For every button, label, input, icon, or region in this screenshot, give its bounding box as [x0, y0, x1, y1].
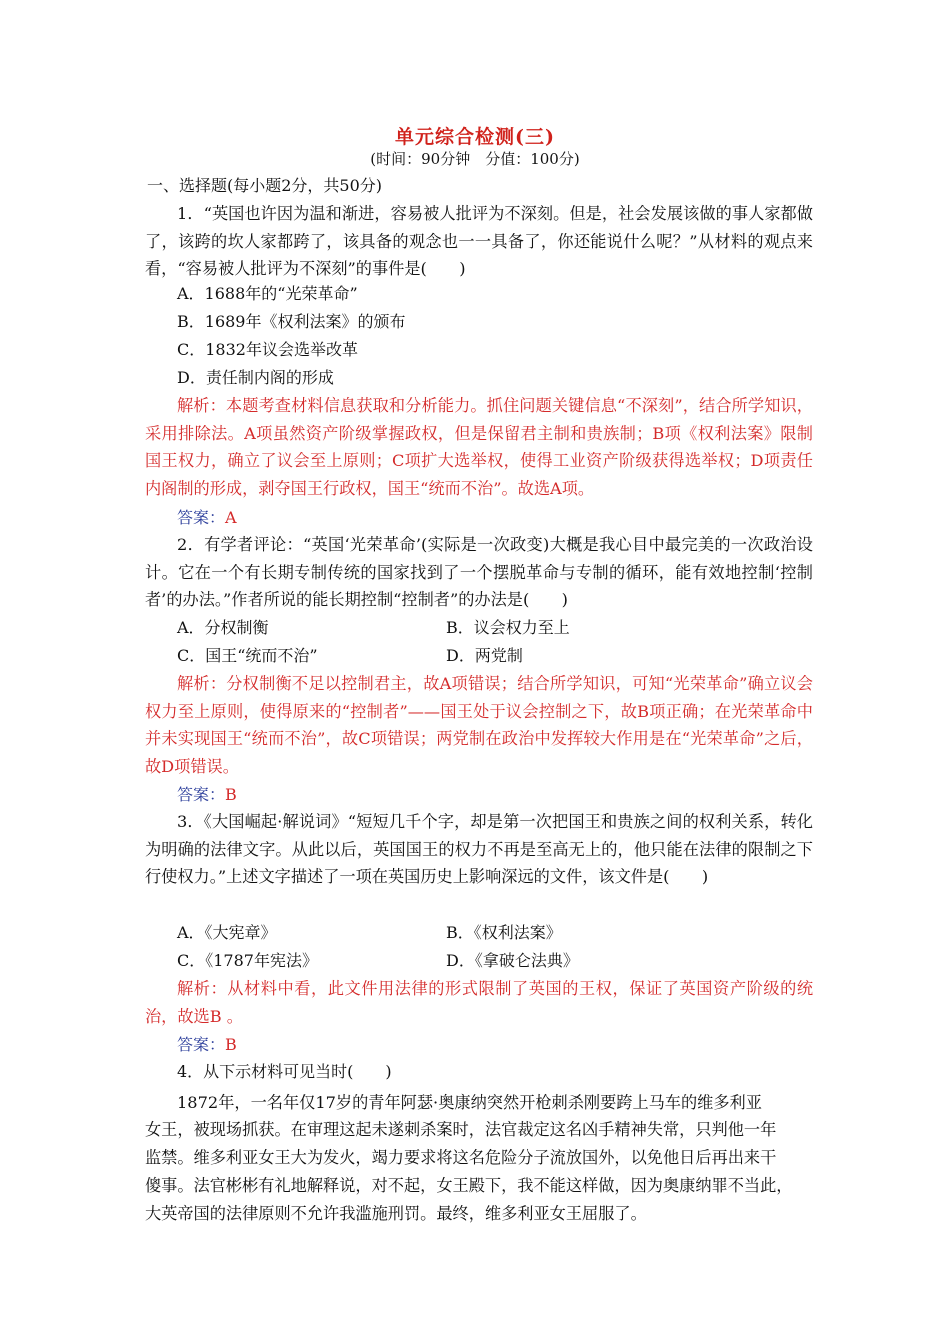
analysis-label: 解析：	[177, 674, 227, 693]
q3-answer	[177, 1031, 237, 1058]
q2-option-d: D．两党制	[446, 646, 523, 665]
q3-option-b: B．《权利法案》	[446, 923, 562, 942]
q3-option-c: C．《1787年宪法》	[177, 951, 318, 970]
question-3-stem: 3．《大国崛起·解说词》“短短几千个字，却是第一次把国王和贵族之间的权利关系，转化为明确的法律文字。从此以后，英国国王的权力不再是至高无上的，他只能在法律的限制之下行使权力。”上述文字描述了一项在英国历史上影响深远的文件，该文件是( )	[145, 812, 813, 887]
question-4-stem: 4．从下示材料可见当时( )	[177, 1062, 392, 1081]
page-title: 单元综合检测(三)	[395, 126, 555, 148]
q1-option-a: A．1688年的“光荣革命”	[177, 284, 358, 303]
page-subtitle: (时间：90分钟 分值：100分)	[370, 150, 580, 168]
answer-label: 答案：	[177, 508, 226, 527]
q4-material-line: 大英帝国的法律原则不允许我滥施刑罚。最终，维多利亚女王屈服了。	[145, 1204, 647, 1223]
answer-value: B	[225, 785, 237, 804]
question-2-stem: 2．有学者评论：“英国‘光荣革命’(实际是一次政变)大概是我心目中最完美的一次政治设计。它在一个有长期专制传统的国家找到了一个摆脱革命与专制的循环，能有效地控制‘控制者’的办法。”作者所说的能长期控制“控制者”的办法是( )	[145, 535, 813, 610]
analysis-text: 分权制衡不足以控制君主，故A项错误；结合所学知识，可知“光荣革命”确立议会权力至上原则，使得原来的“控制者”——国王处于议会控制之下，故B项正确；在光荣革命中并未实现国王“统而不治”，故C项错误；两党制在政治中发挥较大作用是在“光荣革命”之后，故D项错误。	[145, 674, 813, 776]
analysis-text: 从材料中看，此文件用法律的形式限制了英国的王权，保证了英国资产阶级的统治，故选B 。	[145, 979, 814, 1026]
q4-material-line: 1872年，一名年仅17岁的青年阿瑟·奥康纳突然开枪刺杀刚要跨上马车的维多利亚	[177, 1093, 762, 1112]
q1-answer	[177, 504, 237, 531]
answer-value: B	[225, 1035, 237, 1054]
q2-option-c: C．国王“统而不治”	[177, 646, 318, 665]
q2-answer	[177, 781, 237, 808]
q3-option-a: A．《大宪章》	[177, 923, 277, 942]
q2-analysis	[145, 670, 813, 780]
q1-analysis	[145, 392, 813, 502]
analysis-label: 解析：	[177, 396, 226, 415]
question-1-stem: 1．“英国也许因为温和渐进，容易被人批评为不深刻。但是，社会发展该做的事人家都做了，该跨的坎人家都跨了，该具备的观念也一一具备了，你还能说什么呢？”从材料的观点来看，“容易被人批评为不深刻”的事件是( )	[145, 204, 813, 279]
q4-material-line: 女王，被现场抓获。在审理这起未遂刺杀案时，法官裁定这名凶手精神失常，只判他一年	[145, 1120, 777, 1139]
q1-option-d: D．责任制内阁的形成	[177, 368, 334, 387]
q3-analysis	[145, 975, 813, 1030]
q4-material-line: 监禁。维多利亚女王大为发火，竭力要求将这名危险分子流放国外，以免他日后再出来干	[145, 1148, 777, 1167]
answer-value: A	[225, 508, 237, 527]
q3-option-d: D．《拿破仑法典》	[446, 951, 579, 970]
answer-label: 答案：	[177, 1035, 226, 1054]
analysis-label: 解析：	[177, 979, 228, 998]
section-heading: 一、选择题(每小题2分，共50分)	[147, 176, 383, 195]
q4-material-line: 傻事。法官彬彬有礼地解释说，对不起，女王殿下，我不能这样做，因为奥康纳罪不当此，	[145, 1176, 793, 1195]
q2-option-a: A．分权制衡	[177, 618, 269, 637]
analysis-text: 本题考查材料信息获取和分析能力。抓住问题关键信息“不深刻”，结合所学知识，采用排除法。A项虽然资产阶级掌握政权，但是保留君主制和贵族制；B项《权利法案》限制国王权力，确立了议会至上原则；C项扩大选举权，使得工业资产阶级获得选举权；D项责任内阁制的形成，剥夺国王行政权，国王“统而不治”。故选A项。	[145, 396, 813, 498]
q2-option-b: B．议会权力至上	[446, 618, 570, 637]
q1-option-c: C．1832年议会选举改革	[177, 340, 358, 359]
answer-label: 答案：	[177, 785, 226, 804]
q1-option-b: B．1689年《权利法案》的颁布	[177, 312, 406, 331]
